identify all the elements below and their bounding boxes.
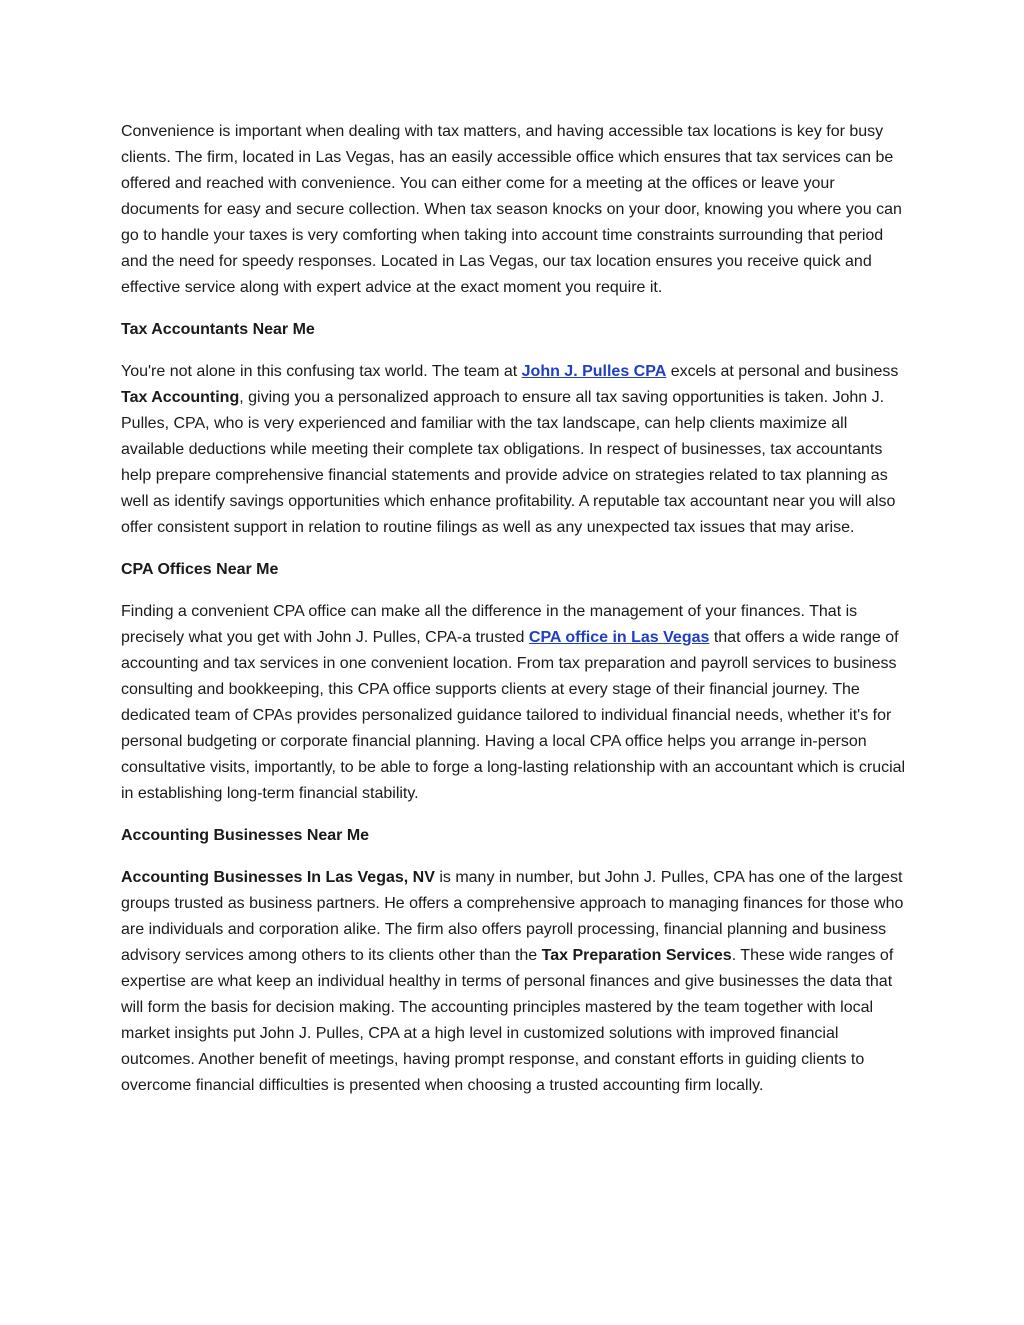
intro-paragraph: Convenience is important when dealing with tax matters, and having accessible tax locations is key for busy clients. The firm, located in Las Vegas, has an easily accessible office which ensures that tax services can be offered and reached with convenience. You can either come for a meeting at the offices or leave your documents for easy and secure collection. When tax season knocks on your door, knowing you where you can go to handle your taxes is very comforting when taking into account time constraints surrounding that period and the need for speedy responses. Located in Las Vegas, our tax location ensures you receive quick and effective service along with expert advice at the exact moment you require it. bbox=[121, 123, 902, 296]
tax-accounting-bold: Tax Accounting bbox=[121, 389, 240, 406]
document-page bbox=[121, 119, 906, 1115]
accounting-businesses-text-1: is many in number, but John J. Pulles, CPA has one of the largest groups trusted as business partners. He offers a comprehensive approach to managing finances for those who are individuals and corporation alike. The firm also offers payroll processing, financial planning and business advisory services among others to its clients other than the bbox=[121, 869, 904, 964]
tax-accountants-text-1: You're not alone in this confusing tax world. The team at bbox=[121, 363, 522, 380]
accounting-businesses-text-2: . These wide ranges of expertise are what keep an individual healthy in terms of personal finances and give businesses the data that will form the basis for decision making. The accounting principles mastered by the team together with local market insights put John J. Pulles, CPA at a high level in customized solutions with improved financial outcomes. Another benefit of meetings, having prompt response, and constant efforts in guiding clients to overcome financial difficulties is presented when choosing a trusted accounting firm locally. bbox=[121, 947, 894, 1094]
tax-accountants-text-3: , giving you a personalized approach to ensure all tax saving opportunities is taken. John J. Pulles, CPA, who is very experienced and familiar with the tax landscape, can help clients maximize all available deductions while meeting their complete tax obligations. In respect of businesses, tax accountants help prepare comprehensive financial statements and provide advice on strategies related to tax planning as well as identify savings opportunities which enhance profitability. A reputable tax accountant near you will also offer consistent support in relation to routine filings as well as any unexpected tax issues that may arise. bbox=[121, 389, 896, 536]
cpa-offices-text-1: Finding a convenient CPA office can make all the difference in the management of your finances. That is precisely what you get with John J. Pulles, CPA-a trusted bbox=[121, 603, 858, 646]
tax-accountants-text-2: excels at personal and business bbox=[666, 363, 899, 380]
cpa-office-las-vegas-link[interactable]: CPA office in Las Vegas bbox=[528, 629, 710, 646]
john-pulles-cpa-link[interactable]: John J. Pulles CPA bbox=[521, 363, 667, 380]
cpa-offices-text-2: that offers a wide range of accounting and tax services in one convenient location. From tax preparation and payroll services to business consulting and bookkeeping, this CPA office supports clients at every stage of their financial journey. The dedicated team of CPAs provides personalized guidance tailored to individual financial needs, whether it's for personal budgeting or corporate financial planning. Having a local CPA office helps you arrange in-person consultative visits, importantly, to be able to forge a long-lasting relationship with an accountant which is crucial in establishing long-term financial stability. bbox=[121, 629, 906, 802]
heading-cpa-offices: CPA Offices Near Me bbox=[121, 561, 279, 578]
heading-tax-accountants: Tax Accountants Near Me bbox=[121, 321, 315, 338]
cpa-offices-paragraph bbox=[121, 599, 906, 807]
tax-accountants-paragraph bbox=[121, 359, 906, 541]
tax-preparation-services-bold: Tax Preparation Services bbox=[541, 947, 732, 964]
heading-accounting-businesses: Accounting Businesses Near Me bbox=[121, 827, 370, 844]
accounting-businesses-bold: Accounting Businesses In Las Vegas, NV bbox=[121, 869, 435, 886]
accounting-businesses-paragraph bbox=[121, 865, 906, 1099]
